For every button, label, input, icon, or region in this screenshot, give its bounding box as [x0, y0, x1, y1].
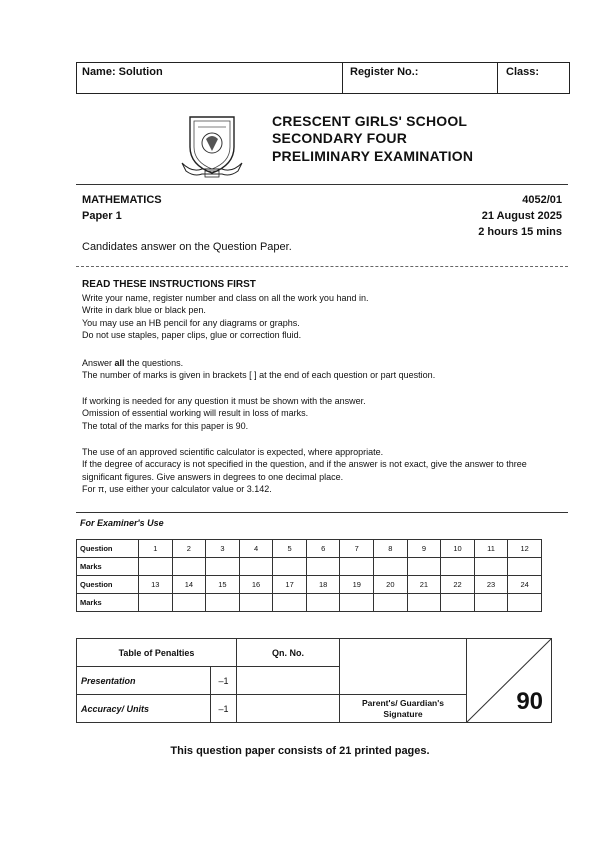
marks-cell — [474, 594, 508, 612]
exam-date: 21 August 2025 — [481, 210, 562, 222]
instruction-line: For π, use either your calculator value or 3.142. — [82, 483, 272, 494]
paper-number: Paper 1 — [82, 210, 122, 222]
question-number: 14 — [172, 576, 206, 594]
instruction-text: the questions. — [124, 358, 184, 368]
marks-cell — [239, 558, 273, 576]
penalties-table — [76, 638, 552, 723]
marks-cell — [340, 558, 374, 576]
instruction-text: Answer — [82, 358, 115, 368]
total-marks-box — [467, 639, 552, 723]
marks-cell — [407, 594, 441, 612]
question-row — [77, 540, 542, 558]
header-info-box — [76, 62, 570, 94]
marks-cell — [206, 558, 240, 576]
question-label: Question — [77, 540, 139, 558]
marks-cell — [239, 594, 273, 612]
candidates-note: Candidates answer on the Question Paper. — [82, 241, 292, 253]
marks-cell — [139, 594, 173, 612]
marks-cell — [306, 558, 340, 576]
question-number: 18 — [306, 576, 340, 594]
instruction-line: The number of marks is given in brackets [ ] at the end of each question or part question. — [82, 370, 436, 381]
instruction-line: If the degree of accuracy is not specified in the question, and if the answer is not exact, give the answer to three — [82, 459, 527, 470]
question-number: 19 — [340, 576, 374, 594]
marks-label: Marks — [77, 558, 139, 576]
question-number: 2 — [172, 540, 206, 558]
instruction-line: The use of an approved scientific calculator is expected, where appropriate. — [82, 447, 384, 457]
marks-cell — [139, 558, 173, 576]
question-number: 10 — [441, 540, 475, 558]
accuracy-penalty: –1 — [211, 695, 237, 723]
divider — [497, 63, 498, 93]
question-number-header: Qn. No. — [237, 639, 340, 667]
instruction-line: Write in dark blue or black pen. — [82, 305, 206, 316]
examiner-marks-table — [76, 539, 542, 612]
marks-cell — [172, 594, 206, 612]
question-number: 4 — [239, 540, 273, 558]
question-number: 24 — [508, 576, 542, 594]
question-number: 16 — [239, 576, 273, 594]
marks-cell — [172, 558, 206, 576]
question-number: 21 — [407, 576, 441, 594]
presentation-qn-cell — [237, 667, 340, 695]
school-crest-logo — [180, 113, 244, 179]
class-field: Class: — [506, 66, 540, 78]
instruction-line: You may use an HB pencil for any diagrams or graphs. — [82, 317, 300, 328]
instruction-line — [82, 357, 572, 369]
instructions-group-4 — [82, 446, 572, 495]
question-number: 8 — [374, 540, 408, 558]
examiner-use-title: For Examiner's Use — [80, 518, 164, 528]
question-number: 5 — [273, 540, 307, 558]
instruction-line: Omission of essential working will result in loss of marks. — [82, 408, 309, 419]
exam-title: PRELIMINARY EXAMINATION — [272, 148, 474, 164]
marks-cell — [441, 558, 475, 576]
marks-cell — [508, 558, 542, 576]
marks-cell — [474, 558, 508, 576]
question-number: 12 — [508, 540, 542, 558]
marks-row — [77, 594, 542, 612]
question-number: 20 — [374, 576, 408, 594]
question-number: 13 — [139, 576, 173, 594]
marks-cell — [508, 594, 542, 612]
page-count-note: This question paper consists of 21 printed pages. — [170, 745, 430, 757]
marks-cell — [273, 558, 307, 576]
marks-cell — [374, 594, 408, 612]
instruction-line: If working is needed for any question it must be shown with the answer. — [82, 396, 366, 406]
question-number: 15 — [206, 576, 240, 594]
instructions-group-1 — [82, 292, 572, 341]
marks-cell — [306, 594, 340, 612]
divider-line — [76, 512, 568, 513]
subject: MATHEMATICS — [82, 194, 162, 206]
marks-cell — [206, 594, 240, 612]
instruction-line: Write your name, register number and class on all the work you hand in. — [82, 293, 369, 303]
exam-duration: 2 hours 15 mins — [478, 226, 562, 238]
question-number: 17 — [273, 576, 307, 594]
school-name: CRESCENT GIRLS' SCHOOL — [272, 113, 468, 129]
marks-cell — [441, 594, 475, 612]
question-row — [77, 576, 542, 594]
paper-code: 4052/01 — [522, 194, 562, 206]
marks-cell — [407, 558, 441, 576]
divider-line — [76, 266, 568, 267]
instruction-emphasis: all — [114, 358, 125, 368]
divider — [342, 63, 343, 93]
question-number: 7 — [340, 540, 374, 558]
question-number: 23 — [474, 576, 508, 594]
divider-line — [76, 184, 568, 185]
penalties-title: Table of Penalties — [77, 639, 237, 667]
question-number: 3 — [206, 540, 240, 558]
presentation-label: Presentation — [77, 667, 211, 695]
exam-level: SECONDARY FOUR — [272, 130, 408, 146]
instructions-group-2 — [82, 357, 572, 382]
question-number: 6 — [306, 540, 340, 558]
marks-cell — [374, 558, 408, 576]
accuracy-label: Accuracy/ Units — [77, 695, 211, 723]
question-number: 9 — [407, 540, 441, 558]
marks-cell — [340, 594, 374, 612]
register-field: Register No.: — [350, 66, 419, 78]
instruction-line: Do not use staples, paper clips, glue or correction fluid. — [82, 329, 302, 340]
guardian-signature-label: Parent's/ Guardian's Signature — [340, 695, 467, 723]
question-number: 22 — [441, 576, 475, 594]
presentation-penalty: –1 — [211, 667, 237, 695]
accuracy-qn-cell — [237, 695, 340, 723]
question-number: 11 — [474, 540, 508, 558]
instructions-heading: READ THESE INSTRUCTIONS FIRST — [82, 279, 256, 290]
question-number: 1 — [139, 540, 173, 558]
question-label: Question — [77, 576, 139, 594]
marks-label: Marks — [77, 594, 139, 612]
total-marks: 90 — [516, 688, 544, 715]
instruction-line: The total of the marks for this paper is 90. — [82, 420, 249, 431]
marks-row — [77, 558, 542, 576]
signature-space — [340, 639, 467, 695]
instructions-group-3 — [82, 395, 572, 432]
name-field: Name: Solution — [82, 66, 163, 78]
instruction-line: significant figures. Give answers in degrees to one decimal place. — [82, 471, 344, 482]
marks-cell — [273, 594, 307, 612]
